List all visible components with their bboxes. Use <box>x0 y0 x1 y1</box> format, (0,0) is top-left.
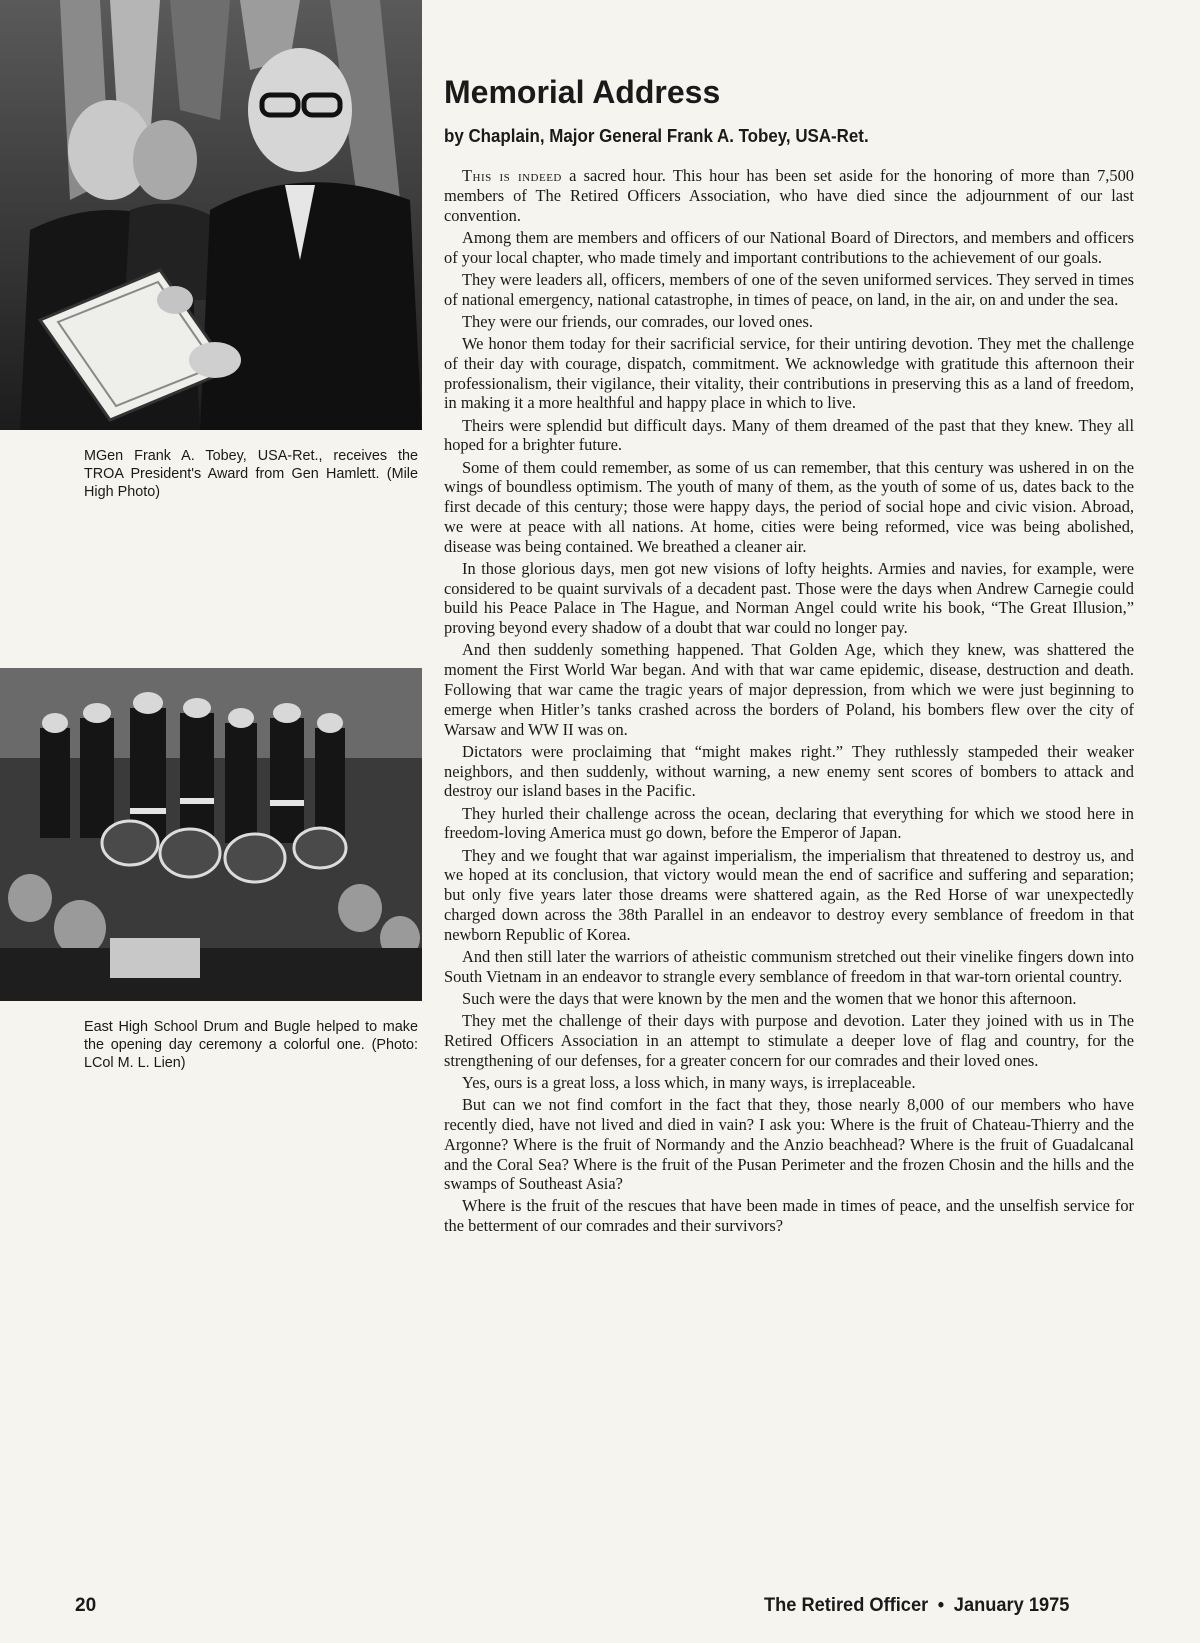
article-body <box>444 166 1134 1238</box>
publication-date: January 1975 <box>953 1595 1070 1616</box>
article-paragraph: And then still later the warriors of atheistic communism stretched out their vinelike fingers down into South Vietnam in an endeavor to strangle every semblance of freedom in that war-torn oriental country. <box>444 946 1134 986</box>
article-paragraph: In those glorious days, men got new visions of lofty heights. Armies and navies, for example, were considered to be quaint survivals of a decadent past. Those were the days when Andrew Carnegie could build his Peace Palace in The Hague, and Norman Angel could write his book, “The Great Illusion,” proving beyond every shadow of a doubt that war could no longer pay. <box>444 558 1134 638</box>
article-paragraph: They hurled their challenge across the ocean, declaring that everything for which we stood here in freedom-loving America must go down, before the Emperor of Japan. <box>444 803 1134 843</box>
article-paragraph: But can we not find comfort in the fact that they, those nearly 8,000 of our members who have recently died, have not lived and died in vain? I ask you: Where is the fruit of Chateau-Thierry and the Argonne? Where is the fruit of Normandy and the Anzio beachhead? Where is the fruit of Guadalcanal and the Coral Sea? Where is the fruit of the Pusan Perimeter and the frozen Chosin and the hills and the swamps of Southeast Asia? <box>444 1095 1134 1194</box>
article-paragraph: They were our friends, our comrades, our loved ones. <box>462 311 813 331</box>
drum-corps-photo <box>0 668 422 1001</box>
award-photo-caption: MGen Frank A. Tobey, USA-Ret., receives the TROA President's Award from Gen Hamlett. (Mile High Photo) <box>84 448 418 500</box>
award-photo-image <box>0 0 422 430</box>
article-paragraph: Such were the days that were known by the men and the women that we honor this afternoon. <box>462 988 1077 1008</box>
lead-smallcaps: This is indeed <box>462 166 562 185</box>
article-paragraph: Some of them could remember, as some of us can remember, that this century was ushered in on the wings of boundless optimism. The youth of many of them, as the youth of some of us, dates back to the first decade of this century; those were happy days, the period of social hope and civic vision. Abroad, we were at peace with all nations. At home, cities were being reformed, vice was being abolished, disease was being contained. We breathed a cleaner air. <box>444 457 1134 556</box>
article-paragraph: Among them are members and officers of our National Board of Directors, and members and officers of your local chapter, who made timely and important contributions to the achievement of our goals. <box>444 227 1134 267</box>
award-photo <box>0 0 422 430</box>
lead-text: a sacred hour. This hour has been set aside for the honoring of more than 7,500 members of The Retired Officers Association, who have died since the adjournment of our last convention. <box>444 166 1134 225</box>
article-byline: by Chaplain, Major General Frank A. Tobey, USA-Ret. <box>444 126 869 146</box>
article-paragraph: Yes, ours is a great loss, a loss which, in many ways, is irreplaceable. <box>462 1072 916 1092</box>
publication-name: The Retired Officer <box>764 1595 929 1616</box>
article-title: Memorial Address <box>444 74 721 110</box>
article-paragraph: They and we fought that war against imperialism, the imperialism that threatened to destroy us, and we hoped at its conclusion, that victory would mean the end of sacrifice and suffering and separation; but only five years later those dreams were shattered again, as the Red Horse of war unexpectedly charged down across the 38th Parallel in an endeavor to destroy every semblance of freedom in that newborn Republic of Korea. <box>444 845 1134 944</box>
article-paragraph: We honor them today for their sacrificial service, for their untiring devotion. They met the challenge of their day with courage, dispatch, commitment. We acknowledge with gratitude this afternoon their professionalism, their vigilance, their vitality, their contributions in preserving this as a land of freedom, in making it a more healthful and happy place in which to live. <box>444 333 1134 413</box>
article-paragraph: Where is the fruit of the rescues that have been made in times of peace, and the unselfish service for the betterment of our comrades and their survivors? <box>444 1196 1134 1236</box>
footer-separator: • <box>937 1595 945 1616</box>
article-lead-paragraph <box>444 166 1134 225</box>
page-number: 20 <box>75 1595 97 1616</box>
article-paragraph: And then suddenly something happened. That Golden Age, which they knew, was shattered the moment the First World War began. And with that war came epidemic, disease, destruction and death. Following that war came the tragic years of major depression, from which we were just beginning to emerge when Hitler’s tanks crashed across the borders of Poland, his bombers flew over the city of Warsaw and WW II was on. <box>444 640 1134 739</box>
article-paragraph: Theirs were splendid but difficult days. Many of them dreamed of the past that they knew. They all hoped for a brighter future. <box>444 415 1134 455</box>
publication-footer <box>764 1595 1069 1617</box>
article-paragraph: They met the challenge of their days with purpose and devotion. Later they joined with us in The Retired Officers Association in an attempt to stimulate a deeper love of flag and country, for the strengthening of our defenses, for a greater concern for our comrades and their loved ones. <box>444 1011 1134 1070</box>
article-paragraph: Dictators were proclaiming that “might makes right.” They ruthlessly stampeded their weaker neighbors, and then suddenly, without warning, a new enemy sent scores of bombers to attack and destroy our island bases in the Pacific. <box>444 741 1134 801</box>
drum-corps-photo-image <box>0 668 422 1001</box>
article-paragraph: They were leaders all, officers, members of one of the seven uniformed services. They served in times of national emergency, national catastrophe, in times of peace, on land, in the air, on and under the sea. <box>444 269 1134 309</box>
drum-corps-photo-caption: East High School Drum and Bugle helped to make the opening day ceremony a colorful one. (Photo: LCol M. L. Lien) <box>84 1019 418 1071</box>
